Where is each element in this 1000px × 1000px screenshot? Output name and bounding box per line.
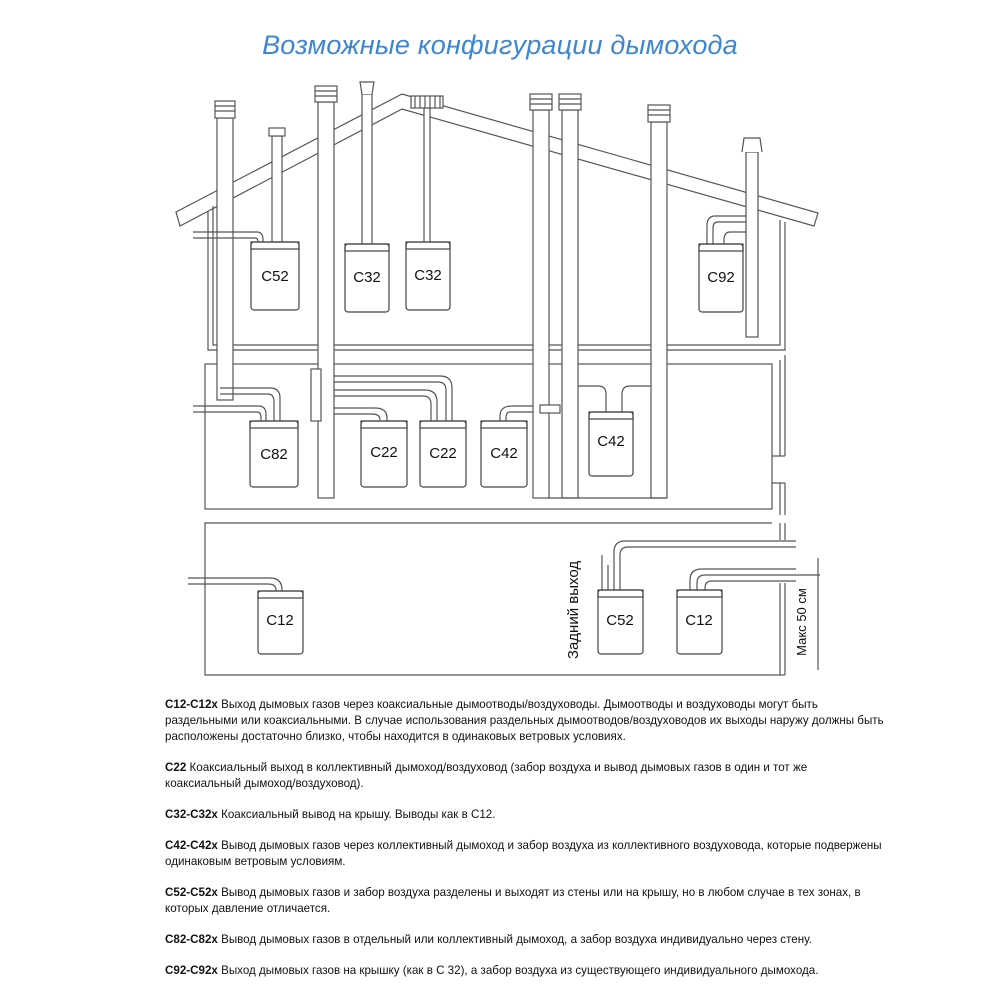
pipe-c52-air (272, 136, 282, 242)
boiler-label: C42 (490, 445, 518, 462)
pipe-c42-air (562, 110, 578, 498)
legend-entry-c32: C32-C32x Коаксиальный вывод на крышу. Выводы как в C12. (165, 808, 496, 821)
pipe-c32-1 (362, 94, 372, 244)
boiler-label: C52 (606, 612, 634, 629)
legend-entry-c42: C42-C42x Вывод дымовых газов через коллективный дымоход и забор воздуха из коллективного воздуховода, которые подвержены одинаковым ветровым условиям. (165, 839, 882, 868)
legend-entry-c22: C22 Коаксиальный выход в коллективный дымоход/воздуховод (забор воздуха и вывод дымовых газов в один и тот же коаксиальный дымоход/воздуховод). (165, 761, 808, 790)
legend-entry-c52: C52-C52x Вывод дымовых газов и забор воздуха разделены и выходят из стены или на крышу, но в любом случае в тех зонах, в которых давление отличается. (165, 886, 861, 915)
pipe-c92 (746, 152, 758, 337)
pipe-c42-right (651, 122, 667, 498)
boiler-label: C82 (260, 446, 288, 463)
pipe-c52-flue (217, 118, 233, 400)
boiler-label: C42 (597, 433, 625, 450)
boiler-label: C12 (266, 612, 294, 629)
max-distance-label: Макс 50 см (794, 588, 809, 656)
diagram-title: Возможные конфигурации дымохода (262, 30, 738, 60)
boiler-label: C32 (414, 267, 442, 284)
legend-entry-c92: C92-C92x Выход дымовых газов на крышку (как в C 32), а забор воздуха из существующего индивидуального дымохода. (165, 964, 819, 977)
boiler-label: C22 (370, 444, 398, 461)
legend-entry-c12: C12-C12x Выход дымовых газов через коаксиальные дымоотводы/воздуховоды. Дымоотводы и воздуховоды могут быть раздельными или коаксиальными. В случае использования раздельных дымоотводов/воздуховодов их выходы наружу должны быть расположены достаточно близко, чтобы находится в одинаковых ветровых условиях. (165, 698, 884, 743)
pipe-c32-2 (424, 108, 430, 244)
boiler-label: C52 (261, 268, 289, 285)
boiler-label: C12 (685, 612, 713, 629)
boiler-label: C32 (353, 269, 381, 286)
pipe-c22-chimney (318, 102, 334, 498)
boiler-label: C22 (429, 445, 457, 462)
legend-entry-c82: C82-C82x Вывод дымовых газов в отдельный или коллективный дымоход, а забор воздуха индивидуально через стену. (165, 933, 812, 946)
legend (165, 697, 885, 994)
boiler-label: C92 (707, 269, 735, 286)
pipe-c42-flue (533, 110, 549, 498)
rear-outlet-label: Задний выход (565, 560, 582, 660)
